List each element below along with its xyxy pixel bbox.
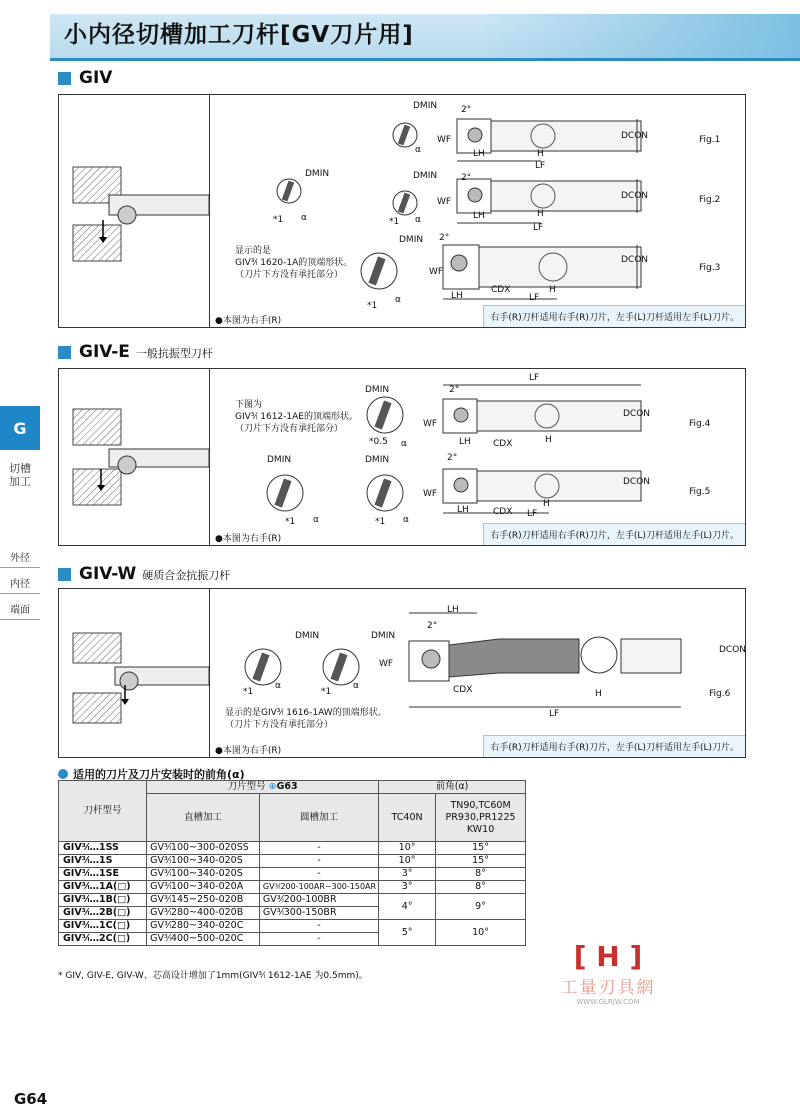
- dim-star1: *1: [367, 301, 378, 311]
- dim-dcon: DCON: [621, 255, 649, 265]
- dim-dmin: DMIN: [267, 455, 292, 465]
- insert-note-line3: （刀片下方没有承托部分）: [235, 424, 344, 434]
- dim-alpha: α: [415, 215, 421, 225]
- dim-star1: *1: [375, 517, 386, 527]
- col-round: 圆槽加工: [259, 794, 378, 842]
- dim-dmin: DMIN: [413, 101, 438, 111]
- dim-alpha: α: [403, 515, 409, 525]
- watermark: [538, 940, 678, 1006]
- sidebar-item-inner[interactable]: 内径: [0, 572, 40, 594]
- dim-h: H: [545, 435, 552, 445]
- dim-alpha: α: [313, 515, 319, 525]
- dim-lf: LF: [527, 509, 538, 519]
- dim-dmin: DMIN: [399, 235, 424, 245]
- dim-dcon: DCON: [623, 409, 651, 419]
- insert-note-line2: GIV³⁄ₗ 1612-1AE的顶端形状。: [235, 412, 358, 422]
- sidebar-category-label: 切槽加工: [9, 462, 31, 488]
- dim-alpha: α: [275, 681, 281, 691]
- dim-alpha: α: [353, 681, 359, 691]
- dim-dmin: DMIN: [413, 171, 438, 181]
- sidebar-item-face[interactable]: 端面: [0, 598, 40, 620]
- dim-lh: LH: [473, 149, 485, 159]
- table-row: GIV³⁄ₗ…1SS GV³⁄ₗ100~300-020SS - 10° 15°: [59, 842, 526, 855]
- table-row: GIV³⁄ₗ…2B(□) GV³⁄ₗ280~400-020B GV³⁄ₗ300-150BR: [59, 907, 526, 920]
- dim-star1: *1: [285, 517, 296, 527]
- dim-h: H: [537, 209, 544, 219]
- watermark-text: 工量刃具網: [560, 978, 656, 998]
- section-heading-giv: GIV: [58, 68, 112, 88]
- sidebar-tab-g[interactable]: G: [0, 406, 40, 450]
- dim-lf: LF: [529, 373, 540, 383]
- col-rake: 前角(α): [379, 781, 526, 794]
- table-row: GIV³⁄ₗ…1SE GV³⁄ₗ100~340-020S - 3° 8°: [59, 868, 526, 881]
- fig-label: Fig.6: [709, 689, 731, 699]
- dim-angle: 2°: [461, 173, 472, 183]
- dim-h: H: [537, 149, 544, 159]
- watermark-url: WWW.GLRJW.COM: [576, 998, 640, 1006]
- dim-alpha: α: [415, 145, 421, 155]
- hand-note: ●本图为右手(R): [215, 746, 282, 756]
- dim-lh: LH: [473, 211, 485, 221]
- insert-note-line1: 显示的是: [235, 246, 272, 256]
- table-row: GIV³⁄ₗ…1C(□) GV³⁄ₗ280~340-020C - 5° 10°: [59, 920, 526, 933]
- col-insert: 刀片型号 ⊕G63: [147, 781, 379, 794]
- giv-e-figure-panel: [58, 368, 746, 546]
- square-bullet-icon: [58, 346, 71, 359]
- dim-lh: LH: [457, 505, 469, 515]
- table-row: GIV³⁄ₗ…1A(□) GV³⁄ₗ100~340-020A GV³⁄ₗ200-100AR~300-150AR 3° 8°: [59, 881, 526, 894]
- dim-wf: WF: [423, 419, 438, 429]
- dim-dmin: DMIN: [295, 631, 320, 641]
- dim-cdx: CDX: [493, 439, 513, 449]
- dim-dcon: DCON: [719, 645, 747, 655]
- col-straight: 直槽加工: [147, 794, 260, 842]
- table-footnote: * GIV, GIV-E, GIV-W、芯高设计增加了1mm(GIV³⁄ₗ 1612-1AE 为0.5mm)。: [58, 971, 368, 981]
- insert-note-line2: GIV³⁄ₗ 1620-1A的顶端形状。: [235, 258, 353, 268]
- fig-label: Fig.3: [699, 263, 721, 273]
- dim-lf: LF: [549, 709, 560, 719]
- table-row: GIV³⁄ₗ…1B(□) GV³⁄ₗ145~250-020B GV³⁄ₗ200-100BR 4° 9°: [59, 894, 526, 907]
- dim-cdx: CDX: [493, 507, 513, 517]
- giv-figure-panel: [58, 94, 746, 328]
- dim-lf: LF: [529, 293, 540, 303]
- dim-star1: *1: [321, 687, 332, 697]
- table-row: GIV³⁄ₗ…1S GV³⁄ₗ100~340-020S - 10° 15°: [59, 855, 526, 868]
- square-bullet-icon: [58, 72, 71, 85]
- col-others: TN90,TC60M PR930,PR1225 KW10: [436, 794, 526, 842]
- giv-e-drawing: [59, 369, 745, 545]
- giv-drawing: [59, 95, 745, 327]
- dim-dcon: DCON: [621, 191, 649, 201]
- insert-compat-table: [58, 780, 526, 946]
- hand-compat-bar: 右手(R)刀杆适用右手(R)刀片，左手(L)刀杆适用左手(L)刀片。: [483, 523, 745, 545]
- insert-note-line3: （刀片下方没有承托部分）: [235, 270, 344, 280]
- fig-label: Fig.4: [689, 419, 711, 429]
- page-number: G64: [14, 1090, 48, 1108]
- hand-note: ●本图为右手(R): [215, 534, 282, 544]
- insert-note-line1: 显示的是GIV³⁄ₗ 1616-1AW的顶端形状。: [225, 708, 387, 718]
- dim-lf: LF: [535, 161, 546, 171]
- giv-w-figure-panel: [58, 588, 746, 758]
- dim-angle: 2°: [447, 453, 458, 463]
- dim-alpha: α: [401, 439, 407, 449]
- dim-dmin: DMIN: [371, 631, 396, 641]
- dim-angle: 2°: [461, 105, 472, 115]
- section-heading-giv-e: GIV-E 一般抗振型刀杆: [58, 342, 213, 362]
- table-heading: 适用的刀片及刀片安装时的前角(α): [58, 766, 245, 782]
- col-holder: 刀杆型号: [59, 781, 147, 842]
- dim-cdx: CDX: [453, 685, 473, 695]
- dim-h: H: [595, 689, 602, 699]
- fig-label: Fig.5: [689, 487, 711, 497]
- dim-dcon: DCON: [621, 131, 649, 141]
- dim-star05: *0.5: [369, 437, 388, 447]
- circle-bullet-icon: [58, 769, 68, 779]
- dim-lh: LH: [459, 437, 471, 447]
- dim-angle: 2°: [439, 233, 450, 243]
- dim-lf: LF: [533, 223, 544, 233]
- dim-dmin: DMIN: [365, 455, 390, 465]
- dim-dmin: DMIN: [305, 169, 330, 179]
- sidebar-item-outer[interactable]: 外径: [0, 546, 40, 568]
- dim-lh: LH: [447, 605, 459, 615]
- hand-compat-bar: 右手(R)刀杆适用右手(R)刀片，左手(L)刀杆适用左手(L)刀片。: [483, 305, 745, 327]
- col-tc40n: TC40N: [379, 794, 436, 842]
- hand-compat-bar: 右手(R)刀杆适用右手(R)刀片，左手(L)刀杆适用左手(L)刀片。: [483, 735, 745, 757]
- hand-note: ●本图为右手(R): [215, 316, 282, 326]
- page-title: 小内径切槽加工刀杆[GV刀片用]: [64, 22, 414, 48]
- watermark-logo-icon: [ H ]: [573, 940, 643, 973]
- dim-angle: 2°: [427, 621, 438, 631]
- dim-dcon: DCON: [623, 477, 651, 487]
- dim-cdx: CDX: [491, 285, 511, 295]
- dim-lh: LH: [451, 291, 463, 301]
- dim-wf: WF: [437, 135, 452, 145]
- dim-star1: *1: [389, 217, 400, 227]
- title-underline: [50, 58, 800, 61]
- dim-h: H: [549, 285, 556, 295]
- dim-star1: *1: [273, 215, 284, 225]
- section-heading-giv-w: GIV-W 硬质合金抗振刀杆: [58, 564, 230, 584]
- square-bullet-icon: [58, 568, 71, 581]
- fig-label: Fig.2: [699, 195, 721, 205]
- dim-wf: WF: [437, 197, 452, 207]
- dim-dmin: DMIN: [365, 385, 390, 395]
- insert-note-line1: 下图为: [235, 400, 263, 410]
- dim-wf: WF: [423, 489, 438, 499]
- dim-wf: WF: [379, 659, 394, 669]
- fig-label: Fig.1: [699, 135, 721, 145]
- dim-alpha: α: [301, 213, 307, 223]
- dim-h: H: [543, 499, 550, 509]
- giv-w-drawing: [59, 589, 745, 757]
- insert-note-line2: （刀片下方没有承托部分）: [225, 720, 334, 730]
- table-row: GIV³⁄ₗ…2C(□) GV³⁄ₗ400~500-020C -: [59, 933, 526, 946]
- dim-star1: *1: [243, 687, 254, 697]
- dim-alpha: α: [395, 295, 401, 305]
- dim-angle: 2°: [449, 385, 460, 395]
- dim-wf: WF: [429, 267, 444, 277]
